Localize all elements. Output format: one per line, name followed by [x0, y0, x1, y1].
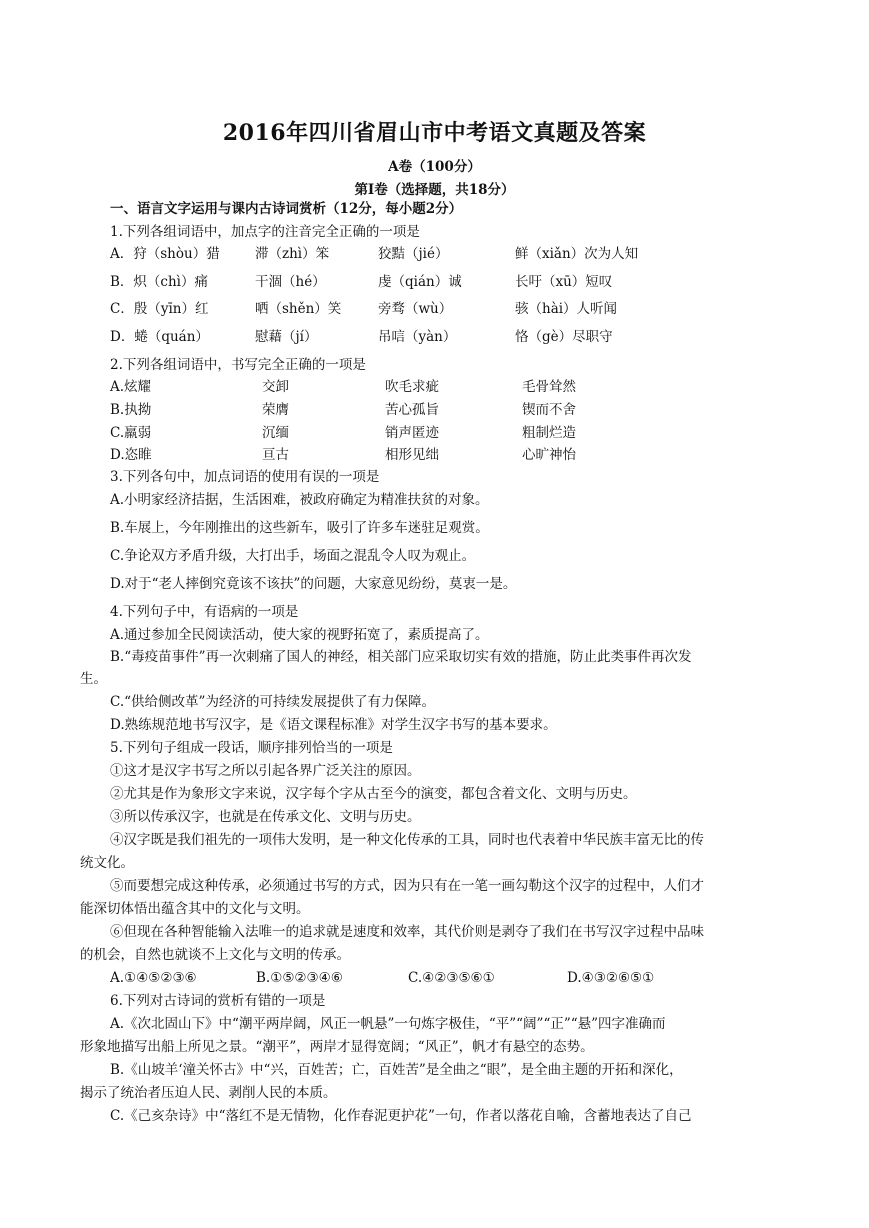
q2-c-4: 粗制烂造: [522, 425, 576, 441]
q4-option-a: A.通过参加全民阅读活动，使大家的视野拓宽了，素质提高了。: [110, 627, 489, 643]
q1-c-2: 哂（shěn）笑: [255, 301, 342, 317]
q2-c-3: 销声匿迹: [385, 425, 439, 441]
q1-b-1: B．炽（chì）痛: [110, 274, 208, 290]
q5-option-a: A.①④⑤②③⑥: [110, 970, 197, 986]
q4-option-b-line2: 生。: [80, 671, 107, 687]
q6-option-b-line2: 揭示了统治者压迫人民、剥削人民的本质。: [80, 1085, 337, 1101]
q1-d-3: 吊唁（yàn）: [378, 329, 457, 345]
q1-a-1: A．狩（shòu）猎: [110, 246, 220, 262]
q6-option-b-line1: B.《山坡羊‘潼关怀古》中“兴，百姓苦；亡，百姓苦”是全曲之“眼”，是全曲主题的开拓和深化，: [110, 1062, 683, 1078]
q6-option-c-line1: C.《己亥杂诗》中“落红不是无情物，化作春泥更护花”一句，作者以落花自喻，含蓄地表达了自己: [110, 1108, 692, 1124]
q3-option-a: A.小明家经济拮据，生活困难，被政府确定为精准扶贫的对象。: [110, 492, 489, 508]
question-4-stem: 4.下列句子中，有语病的一项是: [110, 604, 299, 620]
q1-d-2: 慰藉（jí）: [255, 329, 318, 345]
q5-sentence-5-line2: 能深切体悟出蕴含其中的文化与文明。: [80, 901, 310, 917]
q2-c-2: 沉缅: [262, 425, 289, 441]
q5-sentence-3: ③所以传承汉字，也就是在传承文化、文明与历史。: [110, 809, 421, 825]
q2-d-4: 心旷神怡: [522, 447, 576, 463]
question-6-stem: 6.下列对古诗词的赏析有错的一项是: [110, 993, 326, 1009]
q1-b-3: 虔（qián）诚: [378, 274, 462, 290]
q1-b-4: 长吁（xū）短叹: [515, 274, 613, 290]
q1-c-3: 旁骛（wù）: [378, 301, 453, 317]
q4-option-b-line1: B.“毒疫苗事件”再一次刺痛了国人的神经，相关部门应采取切实有效的措施，防止此类事件再次发: [110, 649, 692, 665]
q6-option-a-line2: 形象地描写出船上所见之景。“潮平”，两岸才显得宽阔；“风正”，帆才有悬空的态势。: [80, 1039, 594, 1055]
q2-b-4: 锲而不舍: [522, 402, 576, 418]
q5-option-b: B.①⑤②③④⑥: [256, 970, 343, 986]
q2-a-2: 交卸: [262, 379, 289, 395]
q1-d-4: 恪（gè）尽职守: [515, 329, 613, 345]
q5-sentence-5-line1: ⑤而要想完成这种传承，必须通过书写的方式，因为只有在一笔一画勾勒这个汉字的过程中，人们才: [110, 878, 704, 894]
q5-sentence-2: ②尤其是作为象形文字来说，汉字每个字从古至今的演变，都包含着文化、文明与历史。: [110, 786, 637, 802]
q1-d-1: D．蜷（quán）: [110, 329, 209, 345]
q5-option-c: C.④②③⑤⑥①: [408, 970, 495, 986]
q4-option-d: D.熟练规范地书写汉字，是《语文课程标准》对学生汉字书写的基本要求。: [110, 717, 557, 733]
q5-sentence-6-line2: 的机会，自然也就谈不上文化与文明的传承。: [80, 947, 350, 963]
q3-option-c: C.争论双方矛盾升级，大打出手，场面之混乱令人叹为观止。: [110, 548, 476, 564]
q5-option-d: D.④③②⑥⑤①: [567, 970, 655, 986]
volume-heading: A卷（100分）: [388, 159, 481, 175]
section-heading: 一、语言文字运用与课内古诗词赏析（12分，每小题2分）: [110, 201, 463, 217]
q2-a-4: 毛骨耸然: [522, 379, 576, 395]
q5-sentence-1: ①这才是汉字书写之所以引起各界广泛关注的原因。: [110, 763, 421, 779]
q1-a-4: 鲜（xiǎn）次为人知: [515, 246, 639, 262]
question-5-stem: 5.下列句子组成一段话，顺序排列恰当的一项是: [110, 740, 393, 756]
part-heading: 第Ⅰ卷（选择题，共18分）: [354, 182, 515, 198]
q2-b-1: B.执拗: [110, 402, 152, 418]
q1-a-2: 滞（zhì）笨: [255, 246, 330, 262]
q4-option-c: C.“供给侧改革”为经济的可持续发展提供了有力保障。: [110, 694, 435, 710]
q6-option-a-line1: A.《次北固山下》中“潮平两岸阔，风正一帆悬”一句炼字极佳，“平”“阔”“正”“悬”四字准确而: [110, 1016, 666, 1032]
question-1-stem: 1.下列各组词语中，加点字的注音完全正确的一项是: [110, 224, 420, 240]
question-2-stem: 2.下列各组词语中，书写完全正确的一项是: [110, 357, 366, 373]
q5-sentence-4-line1: ④汉字既是我们祖先的一项伟大发明，是一种文化传承的工具，同时也代表着中华民族丰富无比的传: [110, 832, 704, 848]
q1-c-1: C．殷（yīn）红: [110, 301, 209, 317]
q3-option-d: D.对于“老人摔倒究竟该不该扶”的问题，大家意见纷纷，莫衷一是。: [110, 576, 517, 592]
q3-option-b: B.车展上，今年刚推出的这些新车，吸引了许多车迷驻足观赏。: [110, 520, 489, 536]
q5-sentence-6-line1: ⑥但现在各种智能输入法唯一的追求就是速度和效率，其代价则是剥夺了我们在书写汉字过程中品味: [110, 924, 704, 940]
q1-c-4: 骇（hài）人听闻: [515, 301, 618, 317]
q2-d-3: 相形见绌: [385, 447, 439, 463]
q2-b-2: 荣膺: [262, 402, 289, 418]
question-3-stem: 3.下列各句中，加点词语的使用有误的一项是: [110, 469, 380, 485]
q2-c-1: C.羸弱: [110, 425, 152, 441]
q2-b-3: 苦心孤旨: [385, 402, 439, 418]
q5-sentence-4-line2: 统文化。: [80, 855, 134, 871]
q2-a-3: 吹毛求疵: [385, 379, 439, 395]
q2-d-1: D.恣睢: [110, 447, 152, 463]
q1-a-3: 狡黠（jié）: [378, 246, 449, 262]
document-title: 2016年四川省眉山市中考语文真题及答案: [222, 120, 647, 146]
q2-d-2: 亘古: [262, 447, 289, 463]
q2-a-1: A.炫耀: [110, 379, 152, 395]
q1-b-2: 干涸（hé）: [255, 274, 326, 290]
